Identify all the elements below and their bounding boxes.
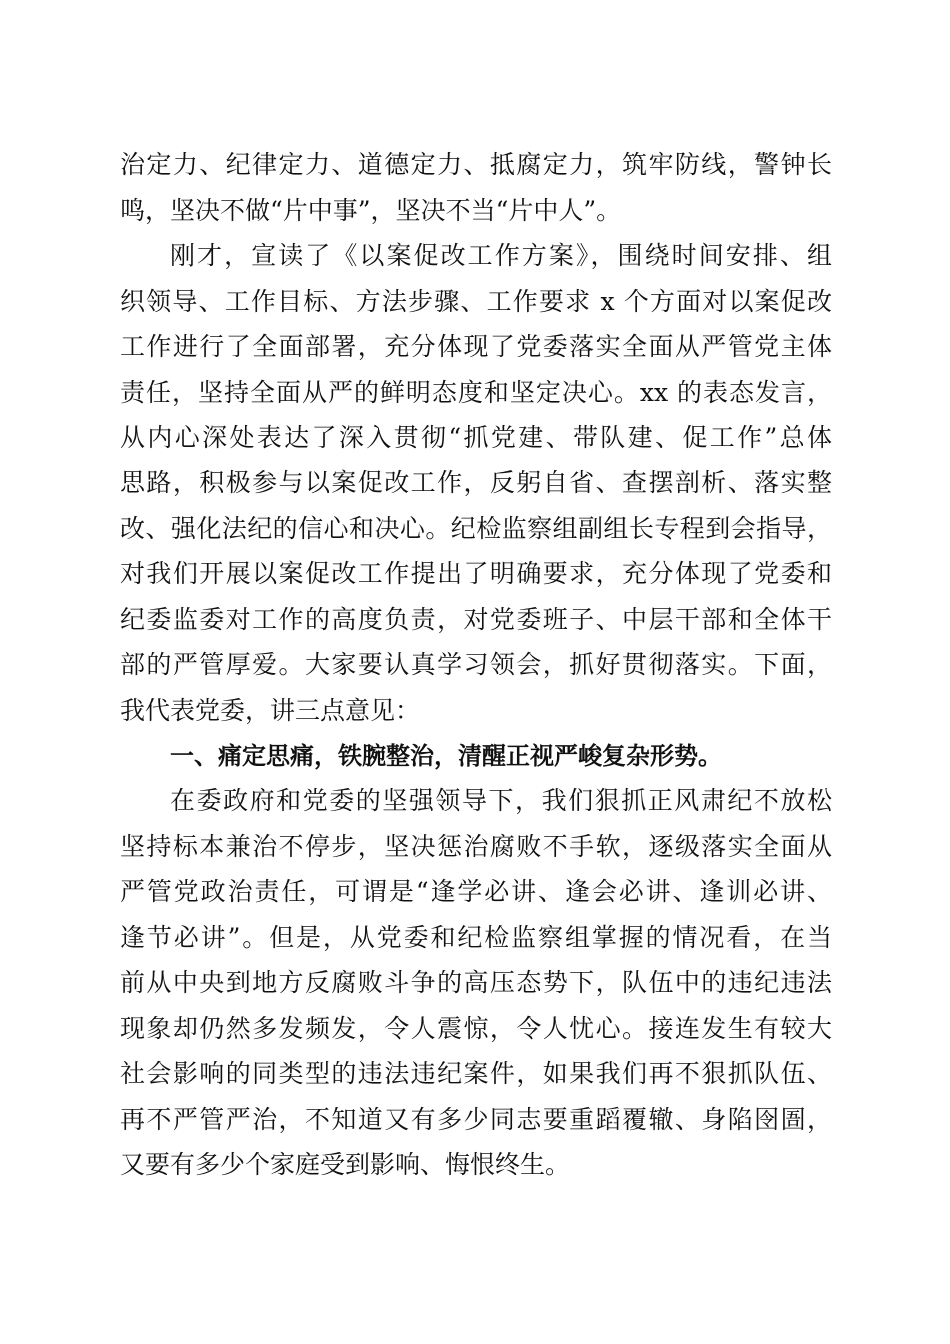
paragraph-1-line-2: 鸣，坚决不做“片中事”，坚决不当“片中人”。 [120,196,622,225]
paragraph-3-line-9: 又要有多少个家庭受到影响、悔恨终生。 [120,1150,571,1179]
paragraph-2-line-9: 纪委监委对工作的高度负责，对党委班子、中层干部和全体干 [120,605,832,634]
paragraph-2-line-7: 改、强化法纪的信心和决心。纪检监察组副组长专程到会指导， [120,514,832,543]
paragraph-3-line-3: 严管党政治责任，可谓是“逢学必讲、逢会必讲、逢训必讲、 [120,877,832,906]
paragraph-2-line-5: 从内心深处表达了深入贯彻“抓党建、带队建、促工作”总体 [120,423,832,452]
paragraph-3-line-6: 现象却仍然多发频发，令人震惊，令人忧心。接连发生有较大 [120,1014,832,1043]
paragraph-2-line-2: 织领导、工作目标、方法步骤、工作要求 x 个方面对以案促改 [120,287,832,316]
paragraph-3-line-5: 前从中央到地方反腐败斗争的高压态势下，队伍中的违纪违法 [120,968,832,997]
paragraph-3-line-2: 坚持标本兼治不停步，坚决惩治腐败不手软，逐级落实全面从 [120,832,832,861]
paragraph-2-line-4: 责任，坚持全面从严的鲜明态度和坚定决心。xx 的表态发言， [120,378,832,407]
paragraph-3-line-7: 社会影响的同类型的违法违纪案件，如果我们再不狠抓队伍、 [120,1059,832,1088]
paragraph-2-line-3: 工作进行了全面部署，充分体现了党委落实全面从严管党主体 [120,332,832,361]
paragraph-2-line-6: 思路，积极参与以案促改工作，反躬自省、查摆剖析、落实整 [120,468,832,497]
paragraph-3-line-4: 逢节必讲”。但是，从党委和纪检监察组掌握的情况看，在当 [120,923,832,952]
section-heading-1: 一、痛定思痛，铁腕整治，清醒正视严峻复杂形势。 [170,742,722,770]
paragraph-2-line-1: 刚才，宣读了《以案促改工作方案》，围绕时间安排、组 [170,241,832,270]
paragraph-3-line-8: 再不严管严治，不知道又有多少同志要重蹈覆辙、身陷囹圄， [120,1105,832,1134]
paragraph-2-line-11: 我代表党委，讲三点意见： [120,696,421,725]
paragraph-3-line-1: 在委政府和党委的坚强领导下，我们狠抓正风肃纪不放松 [170,786,832,815]
paragraph-2-line-8: 对我们开展以案促改工作提出了明确要求，充分体现了党委和 [120,559,832,588]
paragraph-1-line-1: 治定力、纪律定力、道德定力、抵腐定力，筑牢防线，警钟长 [120,150,832,179]
paragraph-2-line-10: 部的严管厚爱。大家要认真学习领会，抓好贯彻落实。下面， [120,650,832,679]
